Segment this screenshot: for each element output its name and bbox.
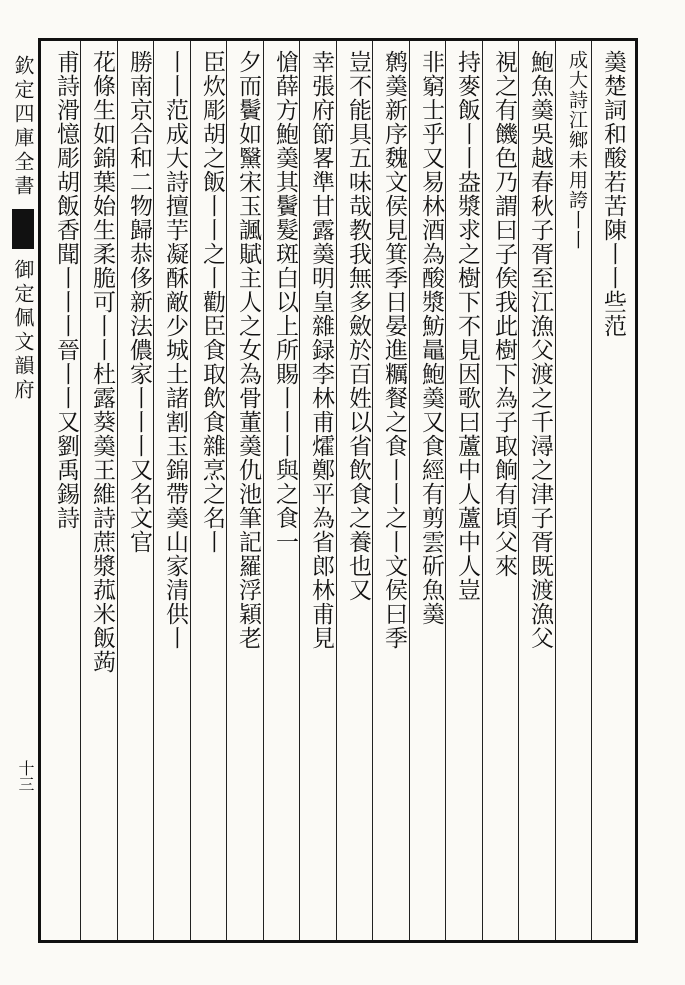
text-column: 鹩羮新序魏文侯見箕季日晏進糲餐之食丨丨之丨文侯曰季 bbox=[381, 50, 407, 650]
section-title: 御定佩文韻府 bbox=[11, 259, 35, 403]
text-column: 非窮士乎又易林酒為酸漿魴鼂鮑羮又食經有剪雲斫魚羮 bbox=[418, 50, 444, 626]
text-column: 勝南京合和二物歸恭侈新法儂家丨丨丨又名文官 bbox=[126, 50, 152, 554]
text-column: 持麥飯丨丨盎漿求之樹下不見因歌曰蘆中人蘆中人豈 bbox=[454, 50, 480, 602]
book-title: 欽定四庫全書 bbox=[11, 55, 35, 199]
text-column: 羮楚詞和酸若苦陳丨丨些范 bbox=[600, 50, 626, 338]
text-column: 視之有饑色乃謂曰子俟我此樹下為子取餉有頃父來 bbox=[491, 50, 517, 578]
text-column: 豈不能具五味哉教我無多斂於百姓以省飲食之養也又 bbox=[345, 50, 371, 602]
page-margin bbox=[8, 55, 38, 925]
text-column: 幸張府節畧準甘露羮明皇雜録李林甫㸌鄭平為省郎林甫見 bbox=[308, 50, 334, 650]
text-column: 成大詩江鄉未用誇丨丨 bbox=[566, 50, 588, 250]
text-column: 臣炊彫胡之飯丨丨之丨勸臣食取飲食雜烹之名丨 bbox=[199, 50, 225, 554]
text-column: 丨丨范成大詩擅芋凝酥敵少城土諸割玉錦帶羮山家清供丨 bbox=[162, 50, 188, 650]
text-column: 夕而鬢如黳宋玉諷賦主人之女為骨董羮仇池筆記羅浮穎老 bbox=[235, 50, 261, 650]
fishtail-mark bbox=[12, 209, 34, 249]
text-column: 花條生如錦葉始生柔脆可丨丨杜露葵羮王維詩蔗漿菰米飯蒟 bbox=[89, 50, 115, 674]
text-column: 愴薛方鮑羮其鬢髮斑白以上所賜丨丨丨與之食一 bbox=[272, 50, 298, 554]
text-column: 鮑魚羮吳越春秋子胥至江漁父渡之千潯之津子胥既渡漁父 bbox=[527, 50, 553, 650]
page-number: 十三 bbox=[16, 760, 35, 792]
text-column: 甫詩滑憶彫胡飯香聞丨丨丨晉丨丨又劉禹錫詩 bbox=[53, 50, 79, 530]
